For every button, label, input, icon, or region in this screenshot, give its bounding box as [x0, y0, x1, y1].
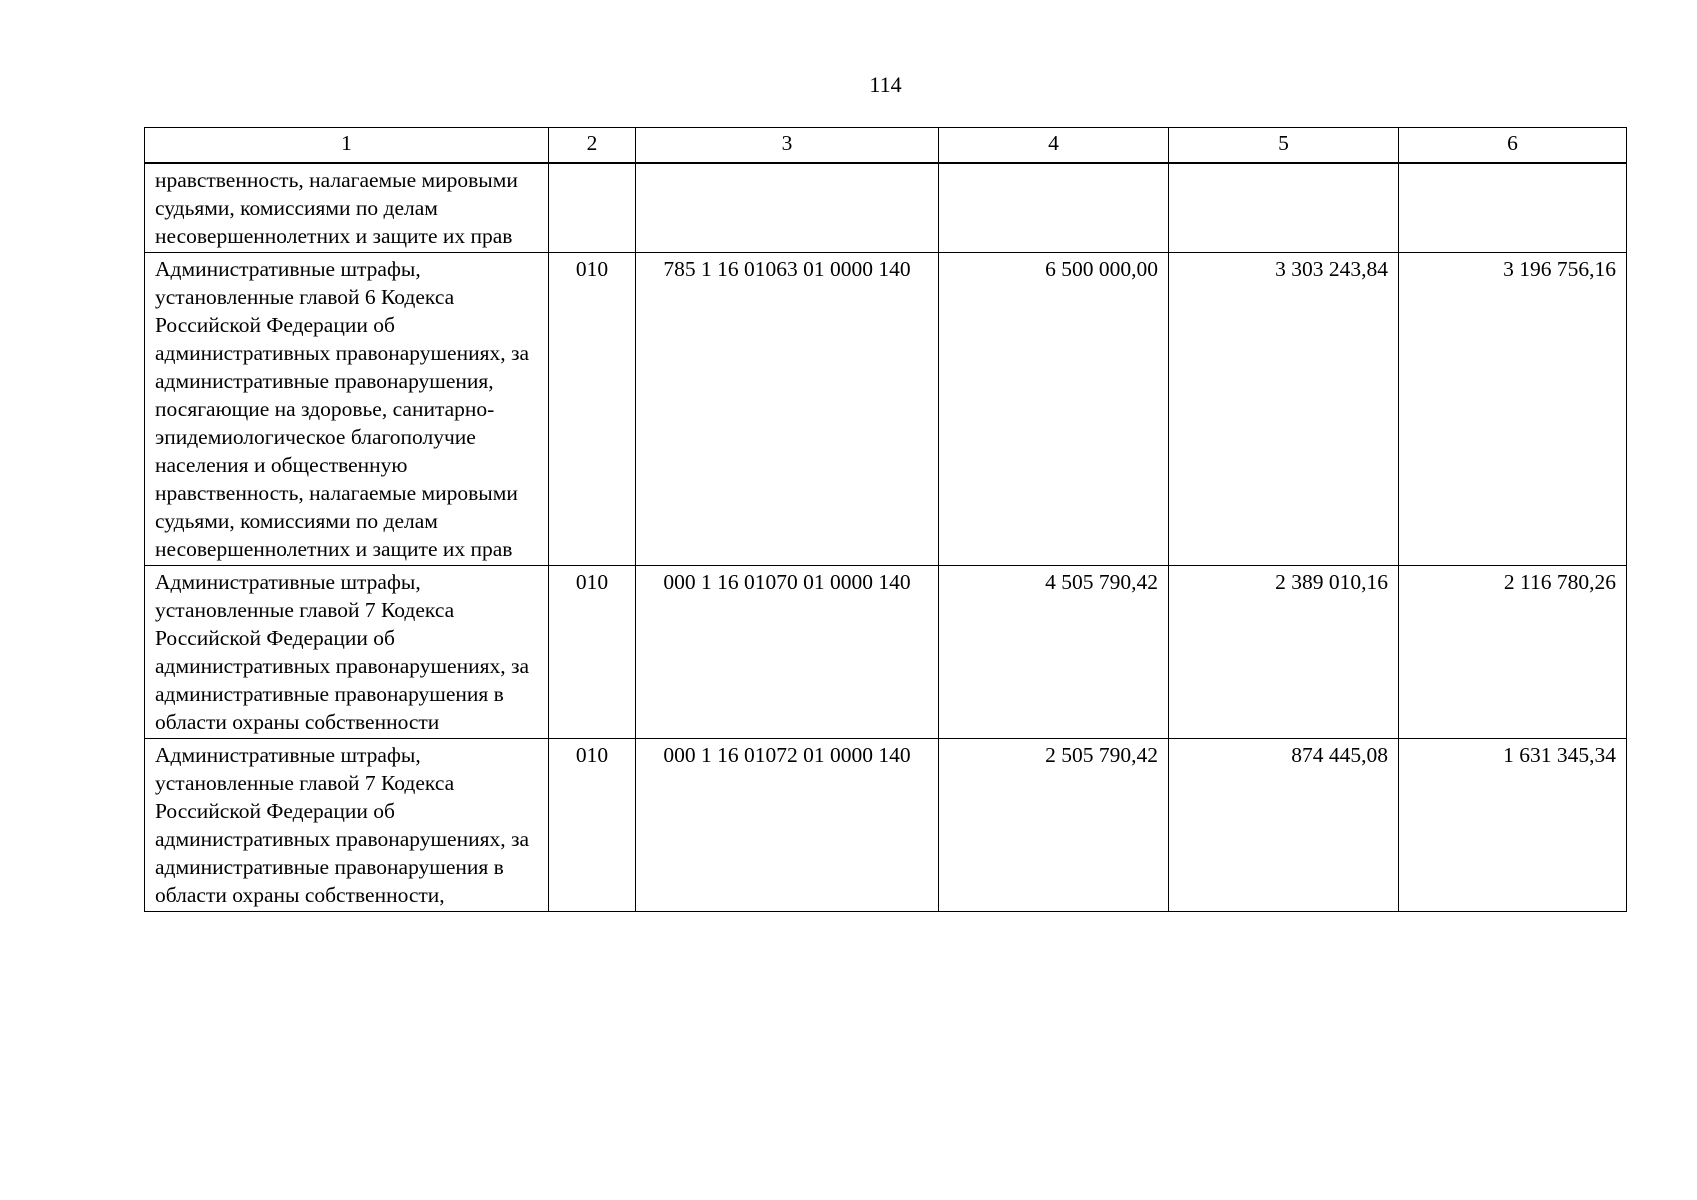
unexecuted-cell: 1 631 345,34 [1399, 739, 1627, 912]
row-name-cell: Административные штрафы, установленные главой 7 Кодекса Российской Федерации об административных правонарушениях, за административные правонарушения в области охраны собственности, [145, 739, 549, 912]
executed-cell: 2 389 010,16 [1169, 566, 1399, 739]
row-name-cell: нравственность, налагаемые мировыми судьями, комиссиями по делам несовершеннолетних и защите их прав [145, 163, 549, 253]
executed-cell [1169, 163, 1399, 253]
income-code-cell: 000 1 16 01072 01 0000 140 [636, 739, 939, 912]
table-row [145, 739, 1627, 912]
table-row [145, 253, 1627, 566]
column-header: 5 [1169, 128, 1399, 164]
page-number: 114 [869, 72, 902, 97]
column-header: 1 [145, 128, 549, 164]
line-code-cell [549, 163, 636, 253]
approved-cell [939, 163, 1169, 253]
approved-cell: 2 505 790,42 [939, 739, 1169, 912]
column-header: 6 [1399, 128, 1627, 164]
column-header: 2 [549, 128, 636, 164]
income-code-cell: 000 1 16 01070 01 0000 140 [636, 566, 939, 739]
report-table [144, 127, 1627, 912]
line-code-cell: 010 [549, 566, 636, 739]
executed-cell: 874 445,08 [1169, 739, 1399, 912]
income-code-cell: 785 1 16 01063 01 0000 140 [636, 253, 939, 566]
row-name-cell: Административные штрафы, установленные главой 7 Кодекса Российской Федерации об административных правонарушениях, за административные правонарушения в области охраны собственности [145, 566, 549, 739]
approved-cell: 6 500 000,00 [939, 253, 1169, 566]
line-code-cell: 010 [549, 253, 636, 566]
unexecuted-cell [1399, 163, 1627, 253]
unexecuted-cell: 2 116 780,26 [1399, 566, 1627, 739]
table-row [145, 566, 1627, 739]
column-header: 3 [636, 128, 939, 164]
approved-cell: 4 505 790,42 [939, 566, 1169, 739]
column-header: 4 [939, 128, 1169, 164]
table-header-row [145, 128, 1627, 164]
executed-cell: 3 303 243,84 [1169, 253, 1399, 566]
row-name-cell: Административные штрафы, установленные главой 6 Кодекса Российской Федерации об административных правонарушениях, за административные правонарушения, посягающие на здоровье, санитарно-эпидемиологическое благополучие населения и общественную нравственность, налагаемые мировыми судьями, комиссиями по делам несовершеннолетних и защите их прав [145, 253, 549, 566]
unexecuted-cell: 3 196 756,16 [1399, 253, 1627, 566]
income-code-cell [636, 163, 939, 253]
line-code-cell: 010 [549, 739, 636, 912]
table-row [145, 163, 1627, 253]
